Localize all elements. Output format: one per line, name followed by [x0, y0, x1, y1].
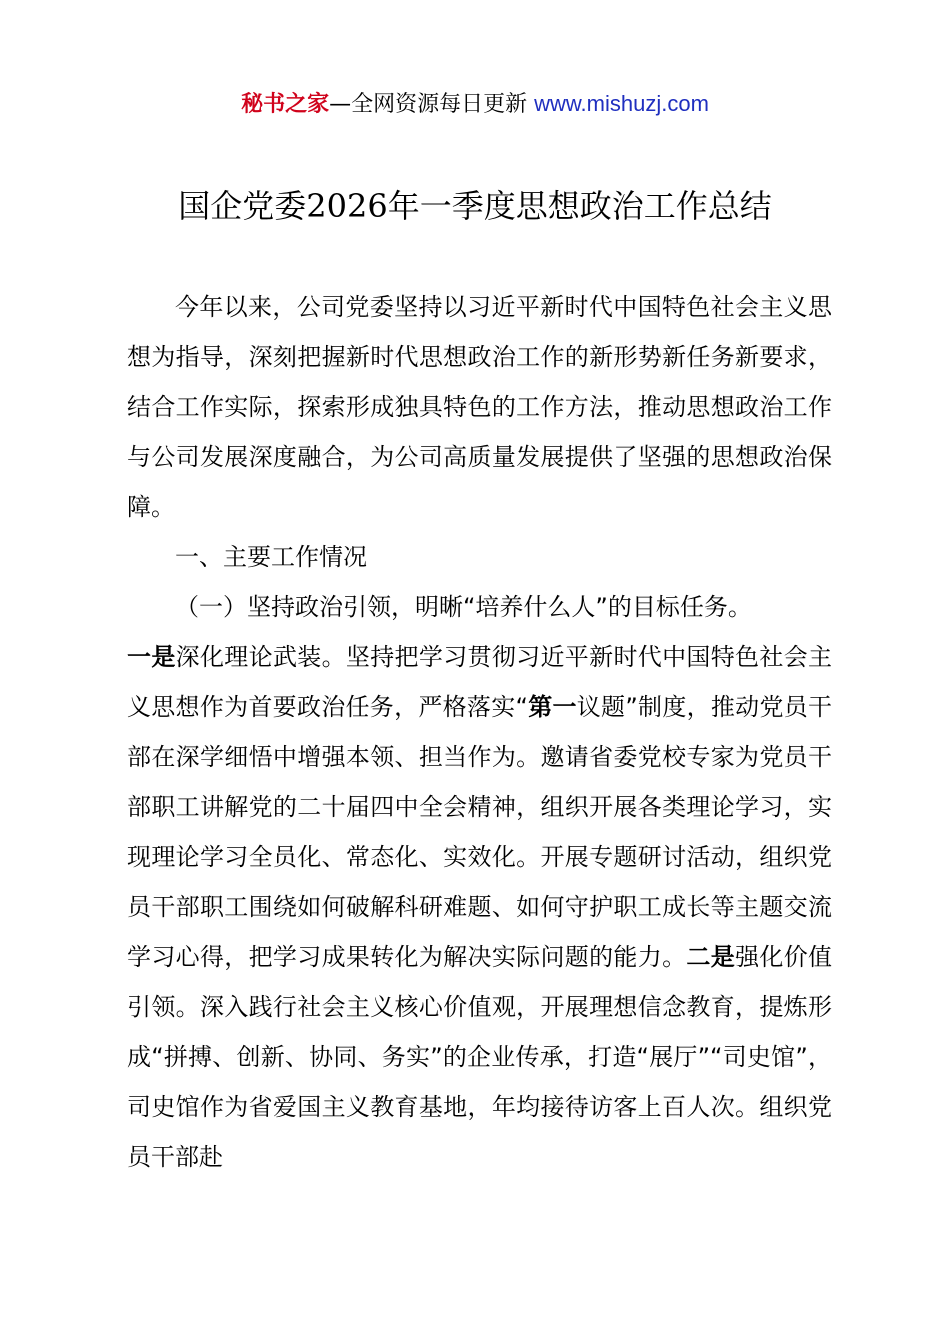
site-brand: 秘书之家 — [241, 92, 330, 117]
site-tagline: —全网资源每日更新 — [329, 92, 528, 117]
point-text-2: 强化价值引领。深入践行社会主义核心价值观，开展理想信念教育，提炼形成“拼搏、创新、协同、务实”的企业传承，打造“展厅”“司史馆”，司史馆作为省爱国主义教育基地，年均接待访客上百人次。组织党员干部赴 — [127, 943, 833, 1171]
point-bold-term: 第一 — [527, 693, 577, 721]
point-text-1a: 深化理论武装。坚持把学习贯彻习近平新时代中国特色社会主义思想作为首要政治任务，严格落实“ — [127, 643, 833, 721]
document-body — [127, 282, 832, 1182]
point-marker-1: 一是 — [127, 643, 176, 671]
point-text-1b: 议题”制度，推动党员干部在深学细悟中增强本领、担当作为。邀请省委党校专家为党员干部职工讲解党的二十届四中全会精神，组织开展各类理论学习，实现理论学习全员化、常态化、实效化。开展专题研讨活动，组织党员干部职工围绕如何破解科研难题、如何守护职工成长等主题交流学习心得，把学习成果转化为解决实际问题的能力。 — [127, 693, 833, 971]
document-title: 国企党委2026年一季度思想政治工作总结 — [178, 187, 772, 225]
section-heading: 一、主要工作情况 — [175, 543, 367, 571]
subsection-heading: （一）坚持政治引领，明晰“培养什么人”的目标任务。 — [175, 593, 752, 621]
intro-paragraph: 今年以来，公司党委坚持以习近平新时代中国特色社会主义思想为指导，深刻把握新时代思想政治工作的新形势新任务新要求，结合工作实际，探索形成独具特色的工作方法，推动思想政治工作与公司发展深度融合，为公司高质量发展提供了坚强的思想政治保障。 — [127, 293, 832, 521]
point-marker-2: 二是 — [686, 943, 736, 971]
content-paragraph — [127, 632, 832, 1182]
site-url-link[interactable]: www.mishuzj.com — [534, 91, 709, 116]
site-header — [0, 88, 950, 121]
